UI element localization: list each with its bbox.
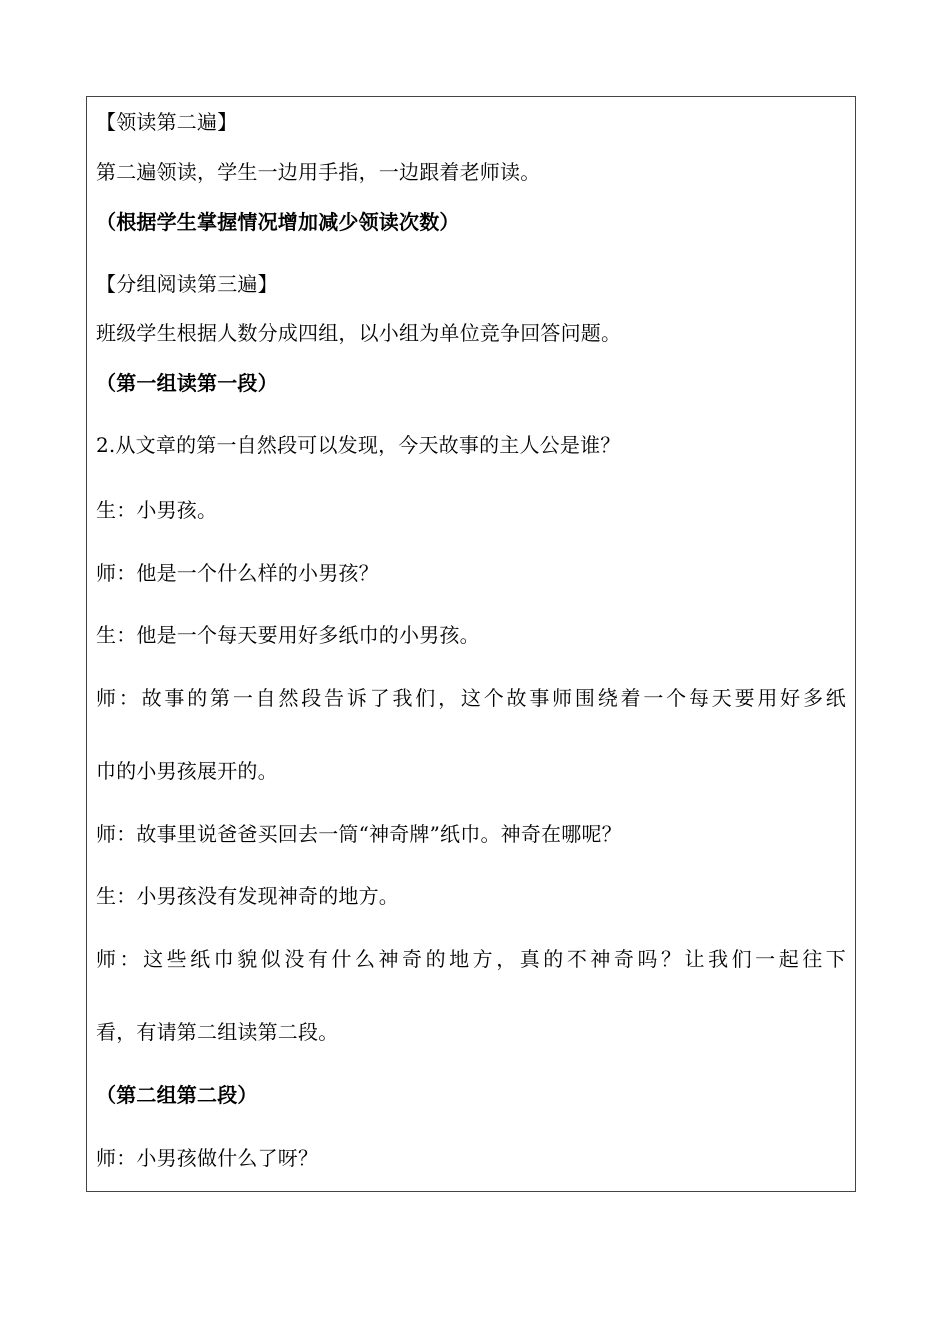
paragraph-second-reading: 第二遍领读，学生一边用手指，一边跟着老师读。 (96, 160, 541, 184)
dialogue-line: 师：故事里说爸爸买回去一筒“神奇牌”纸巾。神奇在哪呢？ (96, 822, 622, 846)
dialogue-line: 师：这些纸巾貌似没有什么神奇的地方，真的不神奇吗？让我们一起往下 (96, 947, 846, 971)
dialogue-line: 生：小男孩没有发现神奇的地方。 (96, 884, 399, 908)
dialogue-line: 师：故事的第一自然段告诉了我们，这个故事师围绕着一个每天要用好多纸 (96, 686, 846, 710)
dialogue-line: 生：他是一个每天要用好多纸巾的小男孩。 (96, 623, 480, 647)
dialogue-line: 师：他是一个什么样的小男孩？ (96, 561, 379, 585)
dialogue-line: 生：小男孩。 (96, 498, 218, 522)
paragraph-group-reading: 班级学生根据人数分成四组，以小组为单位竞争回答问题。 (96, 321, 622, 345)
heading-second-reading: 【领读第二遍】 (96, 110, 238, 134)
dialogue-line: 师：小男孩做什么了呀？ (96, 1146, 319, 1170)
note-group-one: （第一组读第一段） (96, 371, 278, 395)
dialogue-line-continued: 巾的小男孩展开的。 (96, 759, 278, 783)
dialogue-line-continued: 看，有请第二组读第二段。 (96, 1020, 339, 1044)
note-group-two: （第二组第二段） (96, 1083, 258, 1107)
note-reading-count: （根据学生掌握情况增加减少领读次数） (96, 210, 460, 234)
question-protagonist: 2.从文章的第一自然段可以发现，今天故事的主人公是谁？ (96, 433, 621, 457)
heading-group-reading: 【分组阅读第三遍】 (96, 272, 278, 296)
